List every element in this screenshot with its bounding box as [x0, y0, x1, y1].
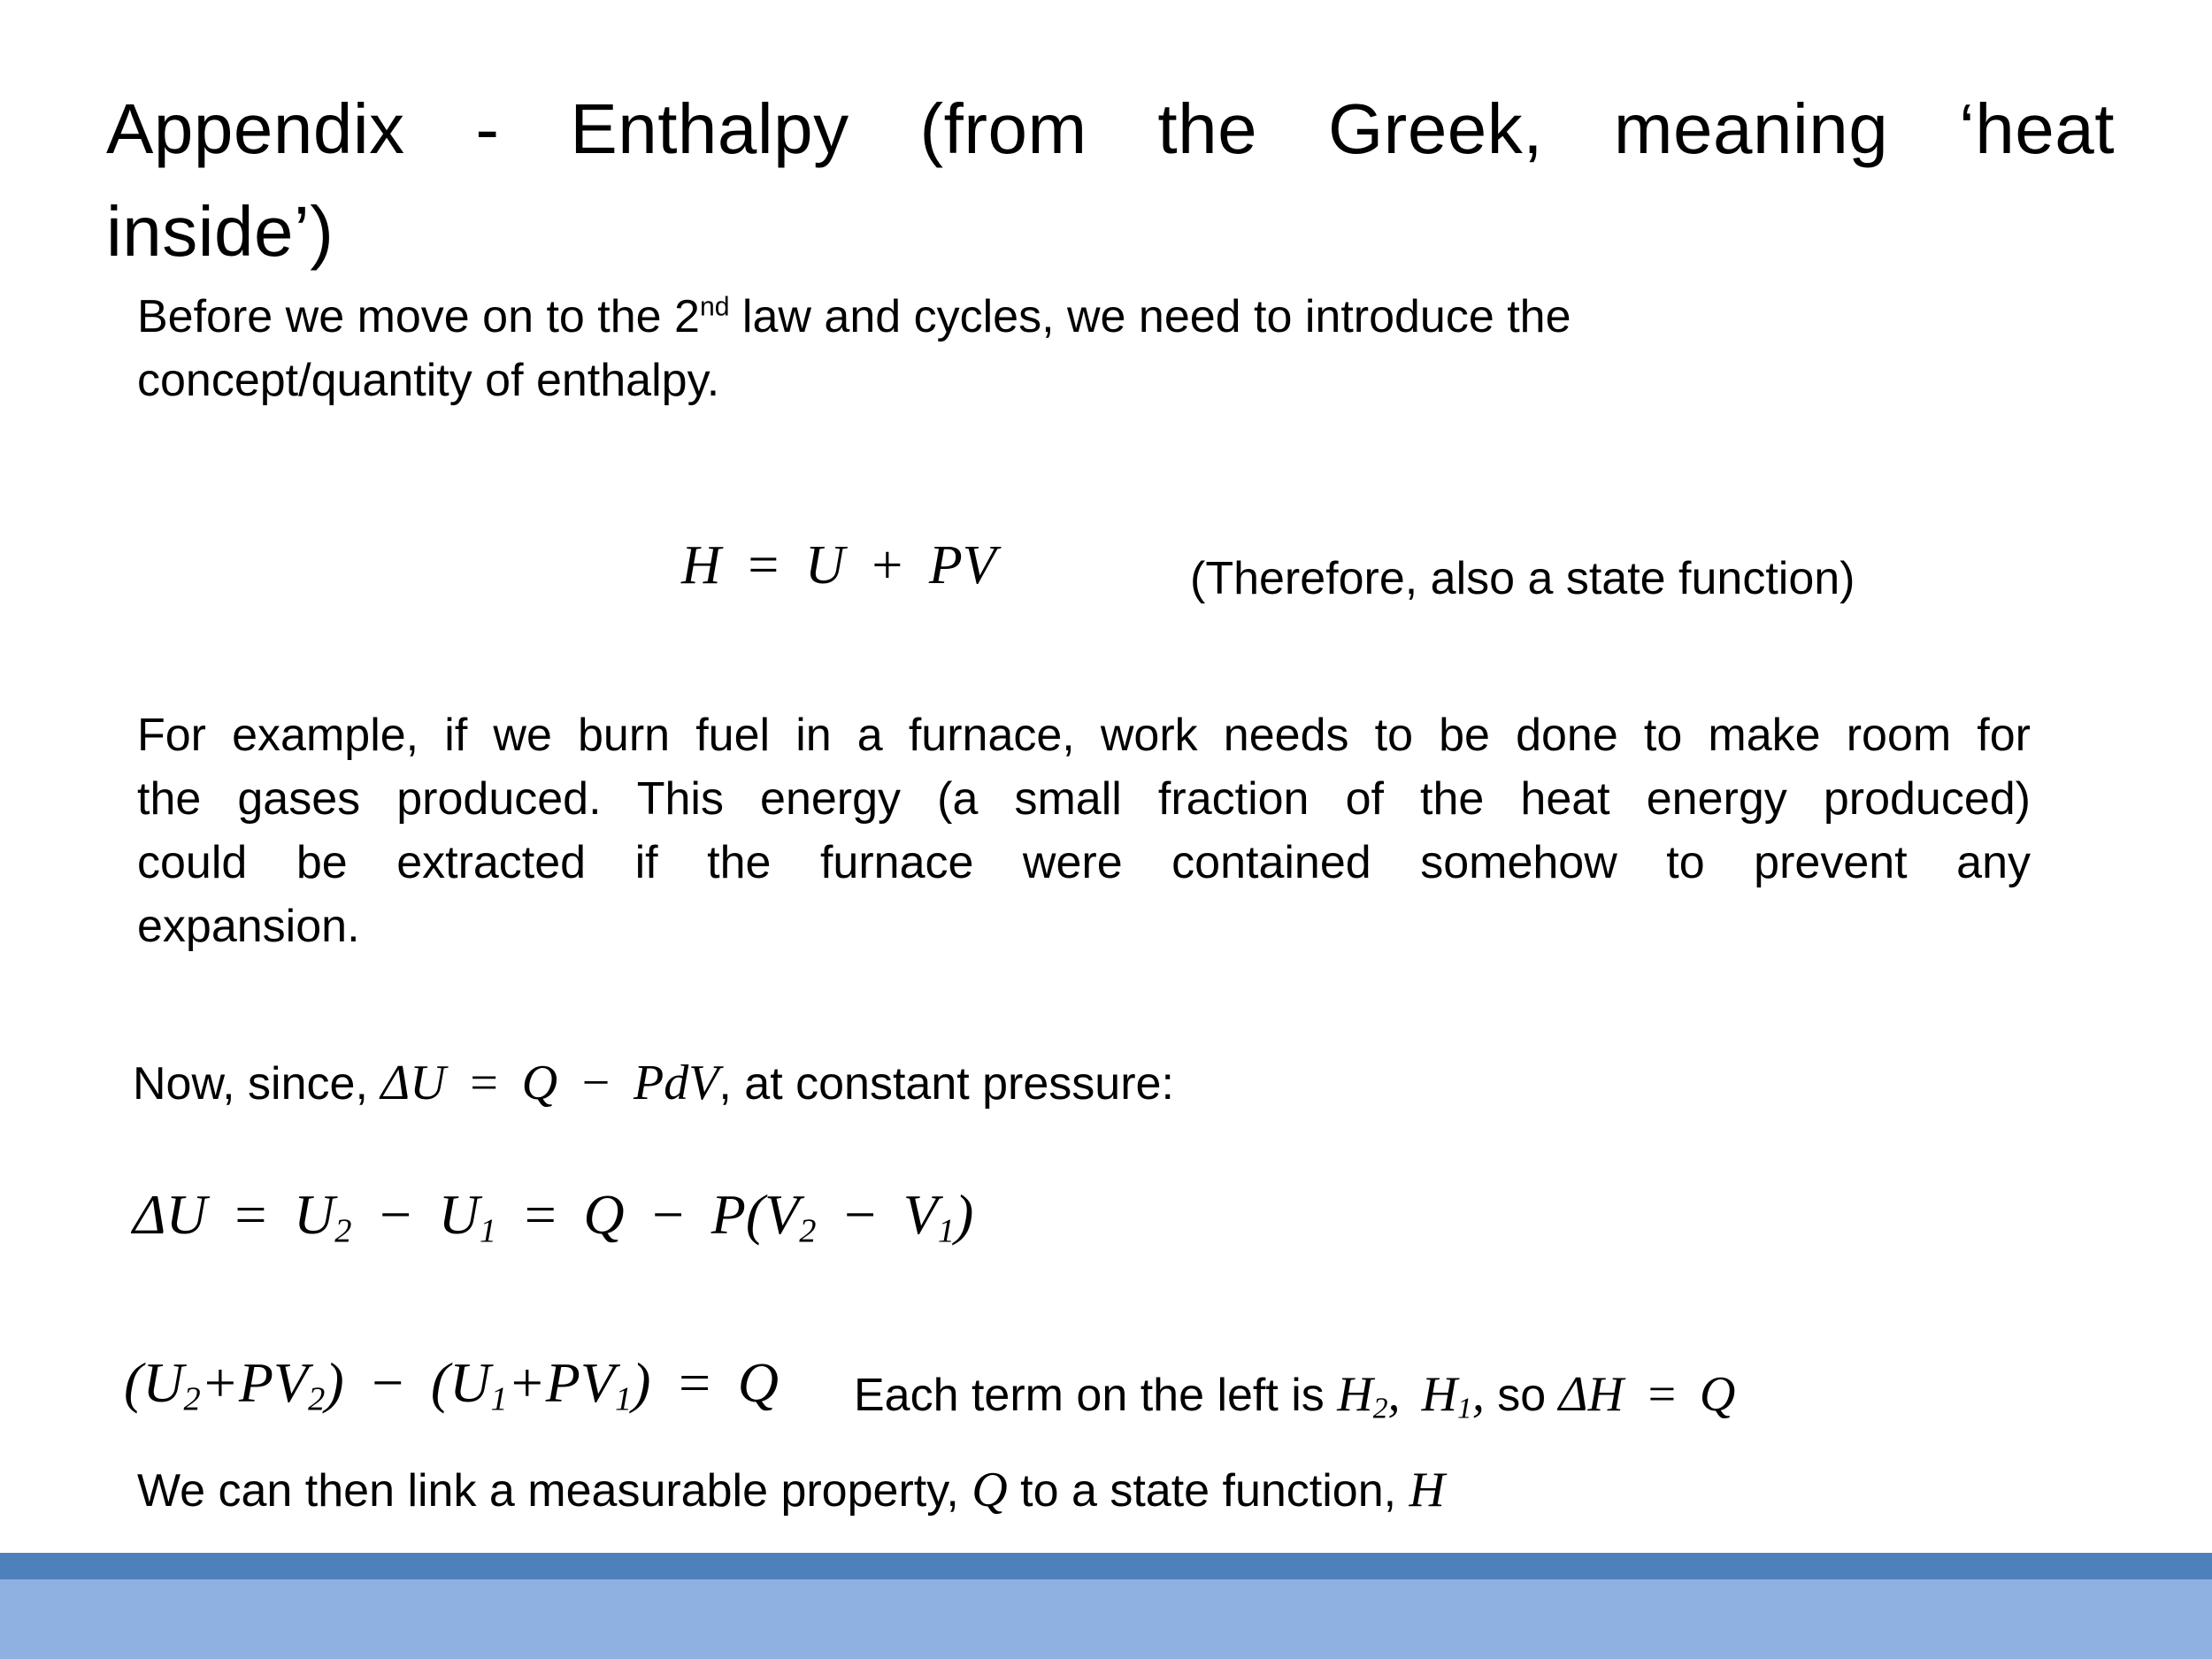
intro-line-2: concept/quantity of enthalpy.	[137, 355, 720, 406]
intro-line1-text: Before we move on to the 2	[137, 291, 700, 342]
intro-paragraph	[137, 285, 1571, 412]
note-text-middle: so	[1484, 1370, 1559, 1421]
furnace-paragraph-line1: For example, if we burn fuel in a furnace, work needs to be done to make room for	[137, 710, 2031, 761]
closing-h-symbol: H	[1409, 1463, 1445, 1517]
footer-accent-bar-light	[0, 1579, 2212, 1659]
first-law-inline-equation: ΔU = Q − PdV	[380, 1056, 719, 1110]
note-text-prefix: Each term on the left is	[854, 1370, 1338, 1421]
footer-accent-bar-dark	[0, 1553, 2212, 1579]
note-delta-h-math: ΔH = Q	[1558, 1367, 1736, 1422]
slide-title-line2: inside’)	[106, 192, 334, 271]
state-function-annotation: (Therefore, also a state function)	[1190, 553, 1855, 604]
enthalpy-definition-equation: H = U + PV	[681, 535, 996, 595]
closing-q-symbol: Q	[972, 1463, 1008, 1517]
note-h-terms-math: $H_2$, $H_1$,	[1337, 1367, 1485, 1425]
enthalpy-difference-equation: $(U_2+PV_2) - (U_1+PV_1) = Q$	[124, 1351, 779, 1418]
closing-text-middle: to a state function,	[1007, 1465, 1409, 1517]
slide-title-line1: Appendix - Enthalpy (from the Greek, meaning ‘heat	[106, 89, 2115, 168]
closing-statement-line	[137, 1458, 1445, 1523]
intro-line-1	[137, 285, 1571, 349]
first-law-reminder-line	[133, 1051, 1174, 1116]
now-line-suffix: , at constant pressure:	[718, 1058, 1174, 1110]
now-line-prefix: Now, since,	[133, 1058, 381, 1110]
enthalpy-difference-note	[854, 1363, 1735, 1427]
closing-text-prefix: We can then link a measurable property,	[137, 1465, 972, 1517]
furnace-paragraph-line4: expansion.	[137, 901, 360, 952]
furnace-paragraph-line3: could be extracted if the furnace were contained somehow to prevent any	[137, 837, 2031, 888]
intro-ordinal-superscript: nd	[699, 292, 730, 322]
slide-title	[106, 78, 2115, 283]
intro-line1-text-after: law and cycles, we need to introduce the	[729, 291, 1571, 342]
delta-u-expanded-equation: $\Delta U = U_2 - U_1 = Q - P(V_2 - V_1)$	[133, 1183, 974, 1250]
furnace-paragraph-line2: the gases produced. This energy (a small fraction of the heat energy produced)	[137, 773, 2031, 825]
furnace-example-paragraph	[137, 703, 2031, 958]
